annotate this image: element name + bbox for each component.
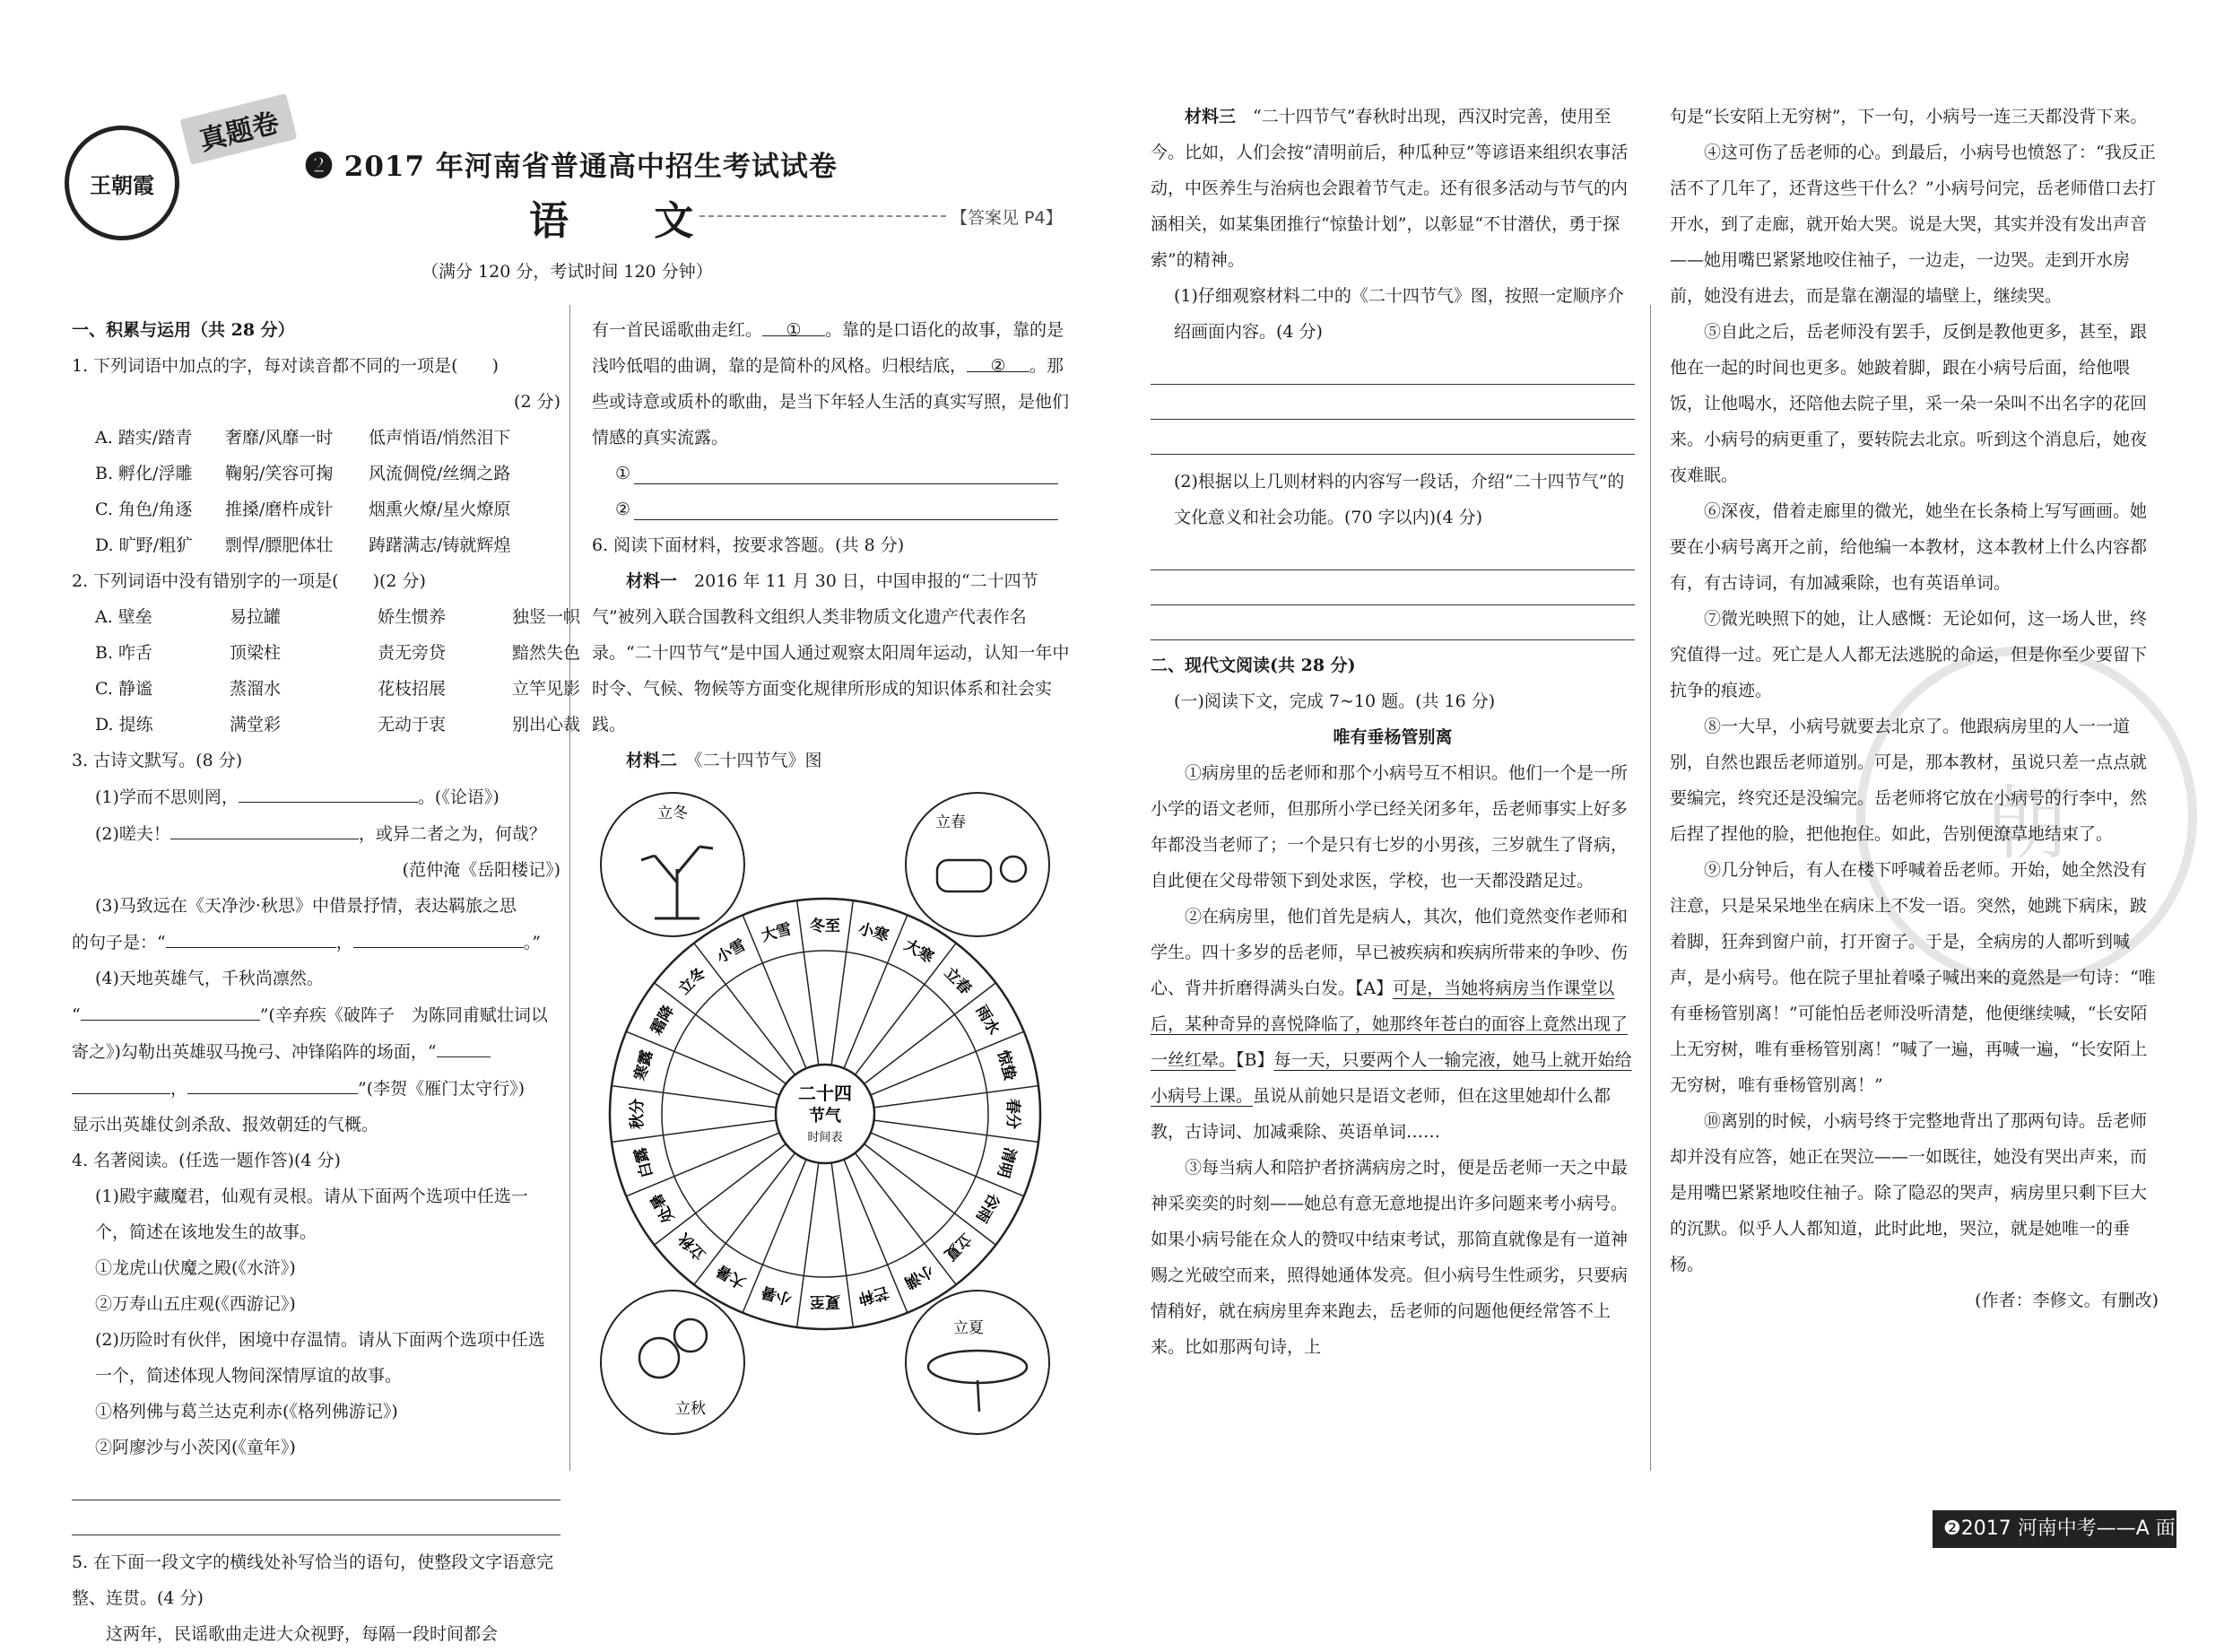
solar-term-label: 秋分 [629, 1099, 647, 1129]
answer-line[interactable] [634, 491, 1058, 520]
option-cell: A. 壁垒 [95, 607, 152, 627]
sub-question: (1)殿宇藏魔君，仙观有灵根。请从下面两个选项中任选一个，简述在该地发生的故事。 [95, 1187, 528, 1242]
solar-term-label: 春分 [1003, 1099, 1021, 1129]
poem-text: ，或异二者之为，何哉？ [358, 824, 546, 844]
fill-blank[interactable] [81, 996, 260, 1021]
fill-blank[interactable] [166, 924, 336, 948]
solar-term-label: 大雪 [759, 920, 794, 946]
season-label: 立春 [935, 813, 966, 831]
answer-line[interactable] [72, 1500, 560, 1535]
option-row[interactable] [72, 491, 560, 527]
column-divider [1650, 305, 1651, 1471]
answer-line[interactable] [1151, 385, 1635, 420]
option-cell: 立竿见影 [512, 679, 581, 699]
question-1: 1. 下列词语中加点的字，每对读音都不同的一项是( ) [72, 356, 499, 376]
fill-blank[interactable] [967, 348, 1029, 376]
option-row[interactable] [72, 671, 581, 707]
solar-terms-wheel [592, 784, 1058, 1448]
material-text: 2016 年 11 月 30 日，中国申报的“二十四节气”被列入联合国教科文组织人类非物质文化遗产代表作名录。“二十四节气”是中国人通过观察太阳周年运动，认知一年中时令、气候、物候等方面变化规律所形成的知识体系和社会实践。 [592, 571, 1070, 735]
blank-number: ① [786, 320, 802, 340]
story-paragraph: ⑤自此之后，岳老师没有罢手，反倒是教他更多，甚至，跟他在一起的时间也更多。她跛着脚，跟在小病号后面，给他喂饭，让他喝水，还陪他去院子里，采一朵一朵叫不出名字的花回来。小病号的病更重了，要转院去北京。听到这个消息后，她夜夜难眠。 [1670, 322, 2148, 485]
option-row[interactable] [72, 635, 581, 671]
watermark-seal: 朝 [1856, 646, 2197, 987]
header-dashed-line [699, 215, 946, 217]
question-2: 2. 下列词语中没有错别字的一项是( )(2 分) [72, 571, 426, 591]
brand-logo [65, 126, 179, 240]
season-circle [906, 1291, 1049, 1434]
option-cell: 娇生惯养 [378, 607, 447, 627]
column-1 [72, 312, 581, 1652]
option-cell: 易拉罐 [230, 607, 282, 627]
poem-prompt: (4)天地英雄气，千秋尚凛然。 [95, 969, 324, 988]
solar-term-label: 立春 [940, 964, 975, 999]
wheel-spoke [655, 1143, 786, 1245]
fill-blank[interactable] [437, 1033, 491, 1057]
option-cell: 低声悄语/悄然泪下 [369, 428, 511, 448]
option-cell: C. 角色/角逐 [95, 500, 193, 519]
solar-term-label: 雨水 [971, 1002, 1003, 1039]
story-paragraph: ③每当病人和陪护者挤满病房之时，便是岳老师一天之中最神采奕奕的时刻——她总有意无意地提出许多问题来考小病号。如果小病号能在众人的赞叹中结束考试，那简直就像是有一道神赐之光破空而来，照得她通体发亮。但小病号生性顽劣，只要病情稍好，就在病房里奔来跑去，岳老师的问题他便经常答不上来。比如那两句诗，上 [1151, 1158, 1629, 1357]
option-cell: 花枝招展 [378, 679, 447, 699]
answer-line[interactable] [1151, 350, 1635, 385]
material-label: 材料三 [1185, 107, 1237, 126]
fruit-icon [674, 1319, 707, 1352]
option-cell: 推搡/磨杵成针 [225, 500, 334, 519]
fruit-icon [639, 1338, 679, 1378]
section-heading: 一、积累与运用（共 28 分） [72, 320, 295, 340]
solar-term-label: 夏至 [810, 1292, 840, 1310]
material-text: 《二十四节气》图 [694, 751, 822, 770]
fill-blank[interactable] [353, 924, 524, 948]
material-text: “二十四节气”春秋时出现，西汉时完善，使用至今。比如，人们会按“清明前后，种瓜种豆”等谚语来组织农事活动，中医养生与治病也会跟着节气走。还有很多活动与节气的内涵相关，如某集团推行“惊蛰计划”，以彰显“不甘潜伏，勇于探索”的精神。 [1151, 107, 1629, 270]
option-cell: B. 咋舌 [95, 643, 153, 663]
passage-text: 。那些或诗意或质朴的歌曲，是当下年轻人生活的真实写照，是他们情感的真实流露。 [592, 356, 1070, 448]
tree-icon [641, 847, 713, 918]
season-label: 立秋 [675, 1400, 706, 1418]
option-cell: 风流倜傥/丝绸之路 [369, 464, 511, 483]
option-row[interactable] [72, 527, 560, 563]
solar-term-label: 小暑 [759, 1282, 794, 1308]
wheel-spoke [864, 983, 996, 1084]
question-3: 3. 古诗文默写。(8 分) [72, 751, 243, 770]
column-divider [569, 305, 570, 1471]
story-paragraph: ⑧一大早，小病号就要去北京了。他跟病房里的人一一道别，自然也跟岳老师道别。可是，那本教材，虽说只差一点点就要编完，终究还是没编完。岳老师将它放在小病号的行李中，然后捏了捏他的脸，把他抱住。如此，告别便潦草地结束了。 [1670, 717, 2148, 844]
blank-number: ② [990, 356, 1006, 376]
blank-number: ② [615, 500, 631, 519]
season-label: 立夏 [953, 1319, 984, 1337]
wheel-center-text: 二十四 [798, 1082, 852, 1104]
wheel-spoke [655, 983, 786, 1084]
ox-icon [937, 860, 991, 891]
passage-text: 有一首民谣歌曲走红。 [592, 320, 763, 340]
fill-blank[interactable] [187, 1070, 358, 1094]
exam-type-badge: 真题卷 [180, 93, 298, 165]
solar-term-label: 寒露 [631, 1048, 657, 1082]
poem-source: 。(《论语》) [417, 787, 500, 807]
season-label: 立冬 [657, 804, 688, 822]
solar-term-label: 谷雨 [971, 1189, 1003, 1226]
season-circle [906, 793, 1049, 936]
poem-text: 。” [523, 933, 541, 952]
blank-number: ① [615, 464, 631, 483]
passage-text: 。靠的是口语化的故事，靠的是浅吟低唱的曲调，靠的是简朴的风格。归根结底， [592, 320, 1064, 376]
lotus-leaf-icon [928, 1351, 1027, 1383]
poem-source: ”(辛弃疾《破阵子 为陈同甫赋壮词以 [259, 1005, 548, 1025]
poem-text: 的句子是：“ [72, 933, 166, 952]
season-circle [601, 1291, 744, 1434]
poem-prompt: (1)学而不思则罔， [95, 787, 239, 807]
story-paragraph: ⑦微光映照下的她，让人感慨：无论如何，这一场人世，终究值得一过。死亡是人人都无法逃脱的命运，但是你至少要留下抗争的痕迹。 [1670, 609, 2148, 700]
lotus-stem-icon [977, 1380, 979, 1412]
solar-term-label: 小满 [900, 1260, 937, 1292]
solar-term-label: 惊蛰 [993, 1048, 1019, 1082]
sub-question: (1)仔细观察材料二中的《二十四节气》图，按照一定顺序介绍画面内容。(4 分) [1174, 286, 1624, 342]
solar-term-label: 白露 [631, 1145, 657, 1180]
poem-source: (范仲淹《岳阳楼记》) [402, 860, 560, 880]
exam-title: ❷ 2017 年河南省普通高中招生考试试卷 [305, 151, 838, 183]
option-cell: 奢靡/风靡一时 [225, 428, 334, 448]
option-cell: 无动于衷 [378, 715, 447, 735]
option-row[interactable] [72, 707, 581, 743]
q1-options [72, 420, 560, 563]
section-heading: 二、现代文阅读(共 28 分) [1151, 656, 1356, 675]
story-marker: 【B】 [1236, 1050, 1274, 1070]
story-title: 唯有垂杨管别离 [1333, 727, 1453, 747]
sub-section: (一)阅读下文，完成 7~10 题。(共 16 分) [1174, 691, 1496, 711]
solar-term-label: 立冬 [675, 964, 710, 999]
passage-text: 这两年，民谣歌曲走进大众视野，每隔一段时间都会 [106, 1624, 499, 1644]
underlined-sentence-b: 每一天，只要两个人一输完液，她马上就开始给小病号上课。 [1151, 1050, 1632, 1106]
story-paragraph: ⑨几分钟后，有人在楼下呼喊着岳老师。开始，她全然没有注意，只是呆呆地坐在病床上不发一语。突然，她跳下病床，跛着脚，狂奔到窗户前，打开窗子。于是，全病房的人都听到喊声，是小病号。他在院子里扯着嗓子喊出来的竟然是一句诗：“唯有垂杨管别离！”可能怕岳老师没听清楚，他便继续喊，“长安陌上无穷树，唯有垂杨管别离！”喊了一遍，再喊一遍，“长安陌上无穷树，唯有垂杨管别离！” [1670, 860, 2156, 1095]
answer-line[interactable] [1151, 535, 1635, 570]
question-4: 4. 名著阅读。(任选一题作答)(4 分) [72, 1151, 341, 1170]
option-cell: 烟熏火燎/星火燎原 [369, 500, 511, 519]
sub-question: (2)根据以上几则材料的内容写一段话，介绍“二十四节气”的文化意义和社会功能。(70 字以内)(4 分) [1174, 472, 1625, 527]
q2-options [72, 599, 581, 743]
underlined-sentence-a: 可是，当她将病房当作课堂以后，某种奇异的喜悦降临了，她那终年苍白的面容上竟然出现了一丝红晕。 [1151, 978, 1629, 1070]
solar-term-label: 立夏 [940, 1229, 975, 1264]
answer-line[interactable] [634, 456, 1058, 484]
story-paragraph: ①病房里的岳老师和那个小病号互不相识。他们一个是一所小学的语文老师，但那所小学已经关闭多年，岳老师事实上好多年都没当老师了；一个是只有七岁的小男孩，三岁就生了肾病，自此便在父母带领下到处求医，学校，也一天都没踏足过。 [1151, 763, 1629, 891]
option-cell: 黯然失色 [512, 643, 581, 663]
question-6: 6. 阅读下面材料，按要求答题。(共 8 分) [592, 535, 905, 555]
solar-term-label: 大暑 [713, 1260, 750, 1292]
option-cell: 顶梁柱 [230, 643, 282, 663]
option-cell: 踌躇满志/铸就辉煌 [369, 535, 511, 555]
answer-line[interactable] [72, 1465, 560, 1500]
option-cell: 独竖一帜 [512, 607, 581, 627]
exam-info: （满分 120 分，考试时间 120 分钟） [421, 262, 713, 282]
column-3 [1151, 99, 1635, 1365]
answer-line[interactable] [1151, 605, 1635, 640]
farmer-icon [1001, 856, 1026, 882]
choice: ①格列佛与葛兰达克利赤(《格列佛游记》) [95, 1402, 398, 1422]
wheel-spoke [864, 1143, 996, 1245]
solar-term-label: 小寒 [856, 920, 891, 946]
poem-text: “ [72, 1005, 81, 1025]
solar-term-label: 大寒 [900, 935, 937, 968]
solar-term-label: 霜降 [647, 1002, 679, 1039]
subject-title: 语 文 [529, 198, 730, 244]
option-row[interactable] [72, 420, 560, 456]
wheel-spoke [694, 1153, 795, 1285]
choice: ②阿廖沙与小茨冈(《童年》) [95, 1438, 296, 1457]
wheel-spoke [855, 1153, 956, 1285]
answer-reference: 【答案见 P4】 [951, 208, 1063, 228]
option-row[interactable] [72, 456, 560, 491]
option-cell: 满堂彩 [230, 715, 282, 735]
choice: ②万寿山五庄观(《西游记》) [95, 1294, 296, 1314]
option-cell: 鞠躬/笑容可掬 [225, 464, 334, 483]
story-paragraph: ⑩离别的时候，小病号终于完整地背出了那两句诗。岳老师却并没有应答，她正在哭泣——一如既往，她没有哭出声来，而是用嘴巴紧紧地咬住袖子。除了隐忍的哭声，病房里只剩下巨大的沉默。似乎人人都知道，此时此地，哭泣，就是她唯一的垂杨。 [1670, 1111, 2148, 1274]
wheel-spoke [694, 943, 795, 1075]
answer-line[interactable] [1151, 420, 1635, 455]
story-paragraph: 句是“长安陌上无穷树”，下一句，小病号一连三天都没背下来。 [1670, 107, 2148, 126]
solar-term-label: 立秋 [675, 1229, 710, 1264]
option-cell: C. 静谧 [95, 679, 152, 699]
story-paragraph: ④这可伤了岳老师的心。到最后，小病号也愤怒了：“我反正活不了几年了，还背这些干什么？”小病号问完，岳老师借口去打开水，到了走廊，就开始大哭。说是大哭，其实并没有发出声音——她用嘴巴紧紧地咬住袖子，一边走，一边哭。走到开水房前，她没有进去，而是靠在潮湿的墙壁上，继续哭。 [1670, 143, 2156, 306]
poem-prompt: (2)嗟夫！ [95, 824, 170, 844]
fill-blank[interactable] [762, 312, 825, 340]
sub-question: (2)历险时有伙伴，困境中存温情。请从下面两个选项中任选一个，简述体现人物间深情厚谊的故事。 [95, 1330, 545, 1386]
column-4 [1670, 99, 2159, 1318]
poem-text: ， [170, 1079, 188, 1099]
page-footer: ❷2017 河南中考——A 面 [1933, 1510, 2176, 1548]
answer-line[interactable] [1151, 570, 1635, 605]
question-5: 5. 在下面一段文字的横线处补写恰当的语句，使整段文字语意完整、连贯。(4 分) [72, 1552, 554, 1608]
solar-term-label: 冬至 [810, 917, 840, 935]
fill-blank[interactable] [170, 815, 359, 839]
choice: ①龙虎山伏魔之殿(《水浒》) [95, 1258, 296, 1278]
wheel-center-text: 节气 [809, 1107, 841, 1126]
option-cell: D. 提练 [95, 715, 153, 735]
fill-blank[interactable] [72, 1070, 170, 1094]
logo-text: 王朝霞 [90, 171, 154, 198]
option-cell: D. 旷野/粗犷 [95, 535, 194, 555]
story-paragraph: ⑥深夜，借着走廊里的微光，她坐在长条椅上写写画画。她要在小病号离开之前，给他编一本教材，这本教材上什么内容都有，有古诗词，有加减乘除，也有英语单词。 [1670, 501, 2148, 593]
poem-text: ， [335, 933, 353, 952]
solar-term-label: 芒种 [856, 1282, 891, 1308]
material-label: 材料二 [626, 751, 678, 770]
column-2 [592, 312, 1076, 1460]
poem-source: ”(李贺《雁门太守行》) [358, 1079, 526, 1099]
story-paragraph: ②在病房里，他们首先是病人，其次，他们竟然变作老师和学生。四十多岁的岳老师，早已被疾病和疾病所带来的争吵、伤心、背井折磨得满头白发。【A】 [1151, 907, 1629, 998]
option-cell: 责无旁贷 [378, 643, 447, 663]
question-points: (2 分) [514, 392, 560, 412]
solar-term-label: 小雪 [713, 935, 750, 968]
solar-term-label: 清明 [993, 1145, 1019, 1180]
story-paragraph: 虽说从前她只是语文老师，但在这里她却什么都教，古诗词、加减乘除、英语单词…… [1151, 1086, 1612, 1142]
option-cell: 别出心裁 [512, 715, 581, 735]
wheel-center-text: 时间表 [807, 1131, 843, 1144]
option-cell: 蒸溜水 [230, 679, 282, 699]
option-row[interactable] [72, 599, 581, 635]
poem-text: 显示出英雄仗剑杀敌、报效朝廷的气概。 [72, 1115, 379, 1135]
option-cell: A. 踏实/踏青 [95, 428, 193, 448]
solar-term-label: 处暑 [647, 1189, 679, 1226]
wheel-spoke [855, 943, 956, 1075]
option-cell: B. 孵化/浮雕 [95, 464, 193, 483]
option-cell: 剽悍/膘肥体壮 [225, 535, 334, 555]
poem-text: 寄之》)勾勒出英雄驭马挽弓、冲锋陷阵的场面，“ [72, 1042, 437, 1062]
author-note: (作者：李修文。有删改) [1975, 1291, 2159, 1310]
fill-blank[interactable] [239, 778, 418, 803]
poem-prompt: (3)马致远在《天净沙·秋思》中借景抒情，表达羁旅之思 [95, 896, 517, 916]
material-label: 材料一 [626, 571, 678, 591]
